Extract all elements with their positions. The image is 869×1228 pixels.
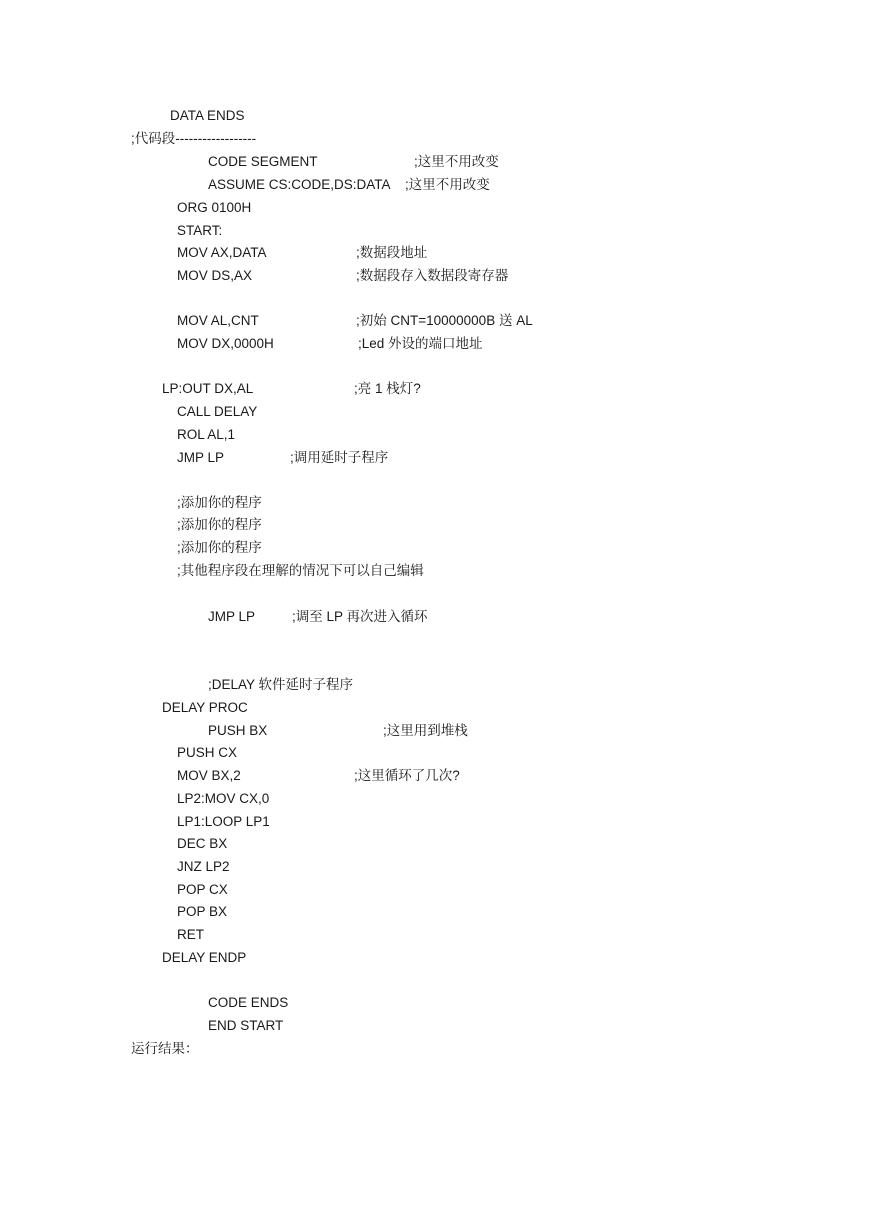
code-line-pop-cx: POP CX	[177, 882, 228, 897]
code-comment: ;这里不用改变	[405, 177, 490, 192]
code-comment: ;这里循环了几次?	[354, 768, 460, 783]
code-line-rol: ROL AL,1	[177, 427, 236, 442]
code-line-push-bx: PUSH BX	[208, 723, 268, 738]
code-line-call-delay: CALL DELAY	[177, 404, 258, 419]
section-heading-code-segment: ;代码段------------------	[131, 131, 257, 146]
code-line-jmp-lp: JMP LP	[177, 450, 225, 465]
code-comment: ;初始 CNT=10000000B 送 AL	[356, 313, 533, 328]
code-line-start-label: START:	[177, 223, 223, 238]
code-line-jmp-lp-2: JMP LP	[208, 609, 256, 624]
code-comment-line: ;添加你的程序	[177, 540, 262, 555]
code-comment: ;亮 1 栈灯?	[354, 381, 421, 396]
code-line-data-ends: DATA ENDS	[170, 108, 245, 123]
code-line-lp1: LP1:LOOP LP1	[177, 814, 270, 829]
code-line-mov-dx: MOV DX,0000H	[177, 336, 274, 351]
code-comment: ;这里用到堆栈	[383, 723, 468, 738]
code-line-jnz: JNZ LP2	[177, 859, 230, 874]
code-line-code-ends: CODE ENDS	[208, 995, 289, 1010]
code-comment: ;这里不用改变	[414, 154, 499, 169]
code-line-mov-ds-ax: MOV DS,AX	[177, 268, 253, 283]
code-comment: ;调至 LP 再次进入循环	[292, 609, 428, 624]
code-comment-line: ;添加你的程序	[177, 517, 262, 532]
code-line-org: ORG 0100H	[177, 200, 252, 215]
code-line-code-segment: CODE SEGMENT	[208, 154, 318, 169]
code-line-ret: RET	[177, 927, 204, 942]
code-comment-line: ;其他程序段在理解的情况下可以自己编辑	[177, 563, 424, 578]
code-line-mov-al-cnt: MOV AL,CNT	[177, 313, 259, 328]
code-line-push-cx: PUSH CX	[177, 745, 238, 760]
code-line-lp-out: LP:OUT DX,AL	[162, 381, 254, 396]
code-line-dec-bx: DEC BX	[177, 836, 228, 851]
code-line-delay-endp: DELAY ENDP	[162, 950, 247, 965]
code-line-mov-bx: MOV BX,2	[177, 768, 241, 783]
code-comment: ;Led 外设的端口地址	[358, 336, 483, 351]
code-comment-line: ;DELAY 软件延时子程序	[208, 677, 354, 692]
code-line-pop-bx: POP BX	[177, 904, 228, 919]
code-comment-line: ;添加你的程序	[177, 495, 262, 510]
code-line-end-start: END START	[208, 1018, 284, 1033]
code-line-assume: ASSUME CS:CODE,DS:DATA	[208, 177, 391, 192]
code-line-lp2: LP2:MOV CX,0	[177, 791, 270, 806]
code-line-delay-proc: DELAY PROC	[162, 700, 248, 715]
code-comment: ;数据段地址	[356, 245, 428, 260]
code-comment: ;数据段存入数据段寄存器	[356, 268, 509, 283]
code-comment: ;调用延时子程序	[290, 450, 389, 465]
section-heading-results: 运行结果：	[131, 1041, 199, 1056]
code-line-mov-ax-data: MOV AX,DATA	[177, 245, 267, 260]
